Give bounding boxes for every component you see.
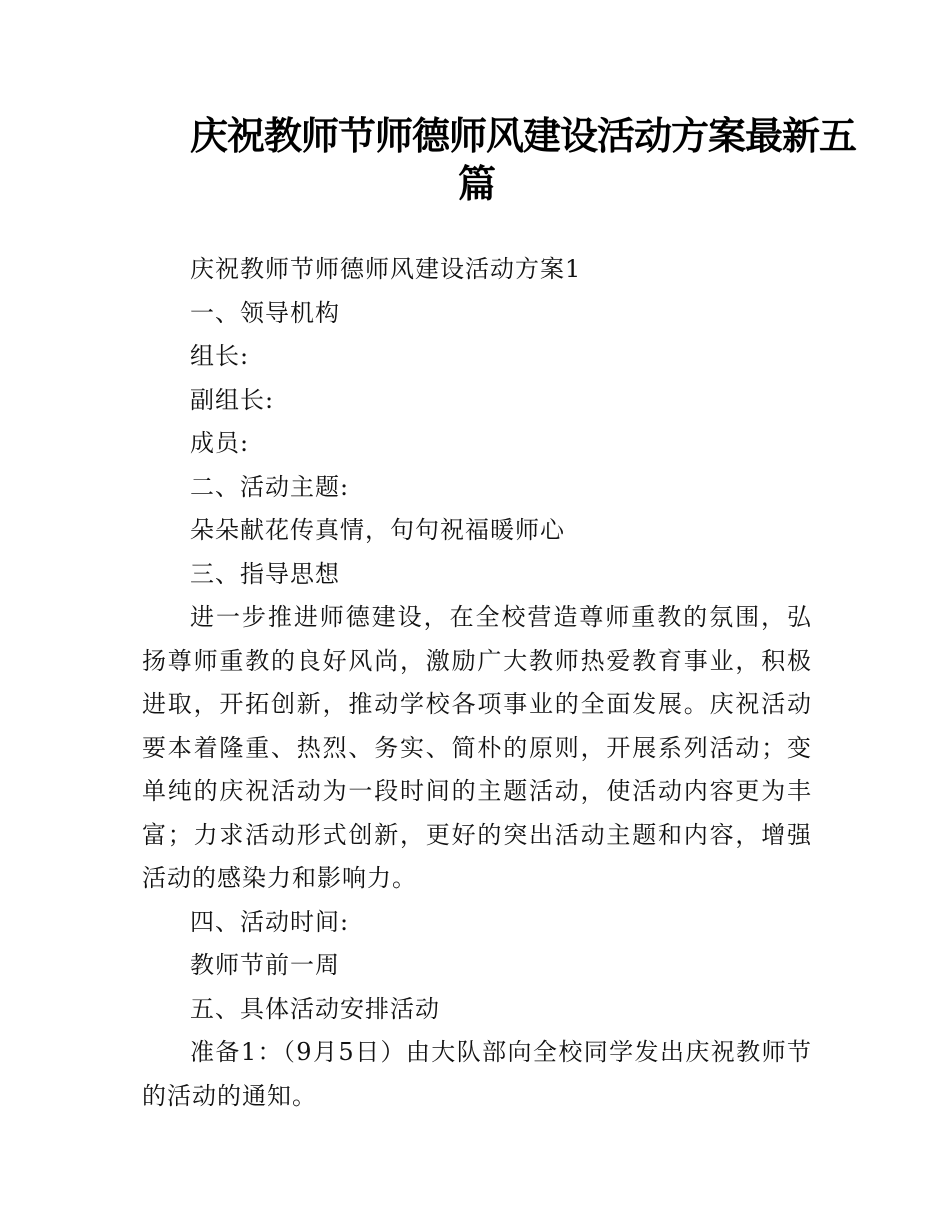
vice-leader-line: 副组长: [190, 385, 275, 414]
heading-theme: 二、活动主题: [190, 472, 350, 501]
members-line: 成员: [190, 429, 250, 457]
guiding-paragraph: 进一步推进师德建设，在全校营造尊师重教的氛围，弘扬尊师重教的良好风尚，激励广大教师热爱教育事业，积极进取，开拓创新，推动学校各项事业的全面发展。庆祝活动要本着隆重、热烈、务实、简朴的原则，开展系列活动；变单纯的庆祝活动为一段时间的主题活动，使活动内容更为丰富；力求活动形式创新，更好的突出活动主题和内容，增强活动的感染力和影响力。 [142, 603, 812, 892]
theme-text: 朵朵献花传真情，句句祝福暖师心 [190, 516, 565, 544]
title-line-2: 篇 [458, 162, 496, 206]
heading-time: 四、活动时间: [190, 907, 350, 936]
preparation-paragraph: 准备1：（9月5日）由大队部向全校同学发出庆祝教师节的活动的通知。 [142, 1038, 812, 1110]
heading-guiding: 三、指导思想 [190, 559, 340, 588]
title-line-1: 庆祝教师节师德师风建设活动方案最新五 [190, 114, 857, 158]
leader-line: 组长: [190, 342, 250, 370]
time-text: 教师节前一周 [190, 951, 340, 979]
heading-arrangement: 五、具体活动安排活动 [190, 994, 440, 1023]
document-body [142, 248, 812, 1118]
document-title [190, 112, 857, 208]
heading-leadership: 一、领导机构 [190, 298, 340, 327]
section-heading: 庆祝教师节师德师风建设活动方案1 [190, 255, 582, 283]
